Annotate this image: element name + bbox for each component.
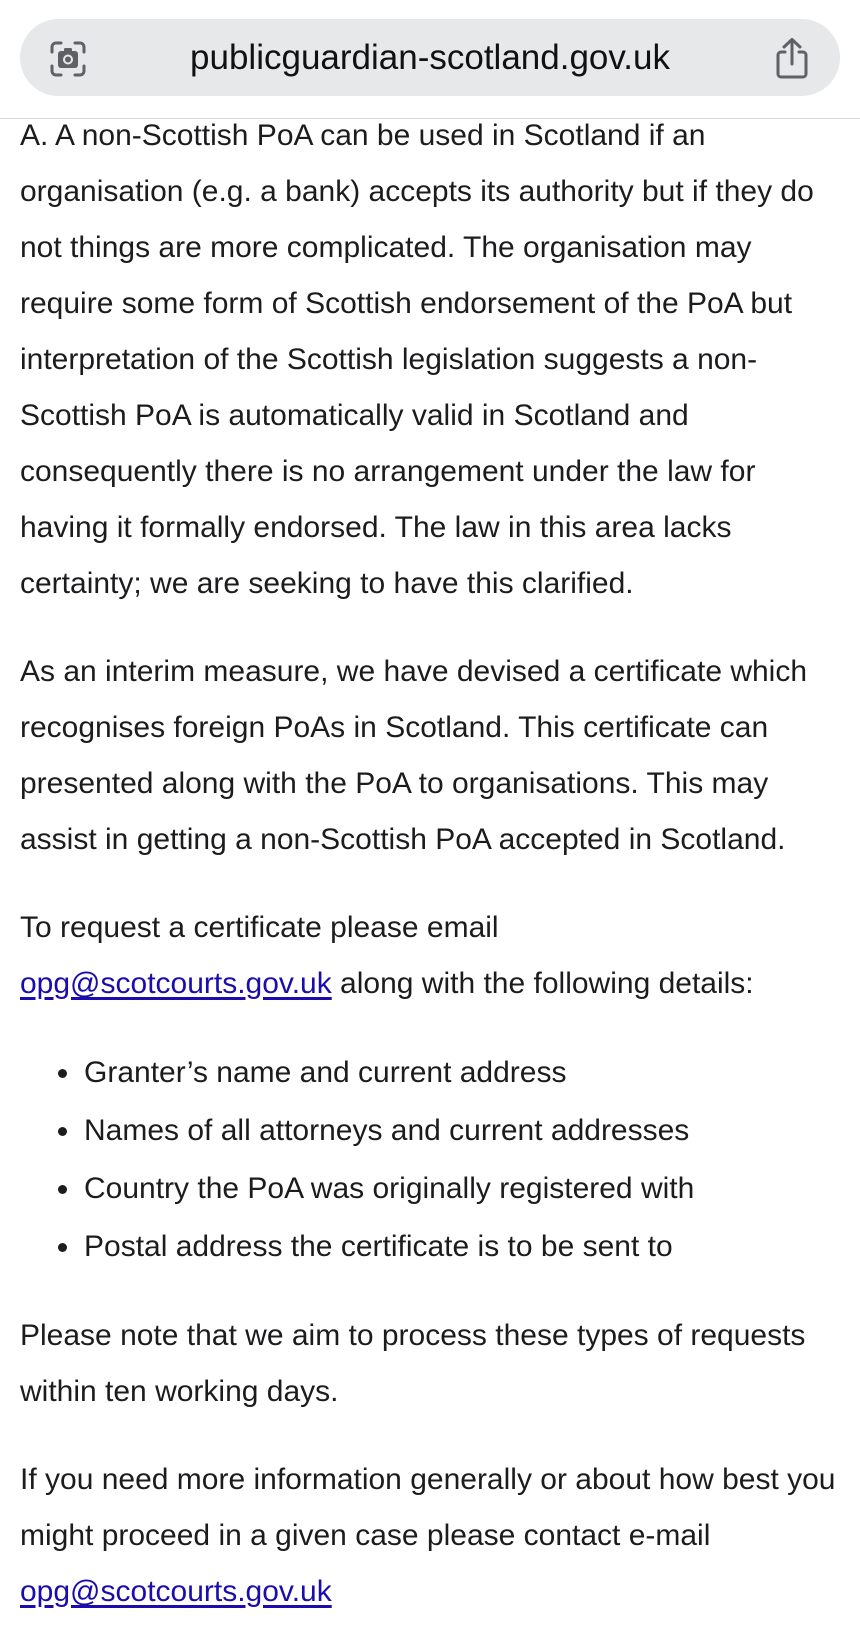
url-text[interactable]: publicguardian-scotland.gov.uk (190, 38, 670, 77)
browser-toolbar (0, 0, 860, 119)
list-item: • Granter’s name and current address (82, 1044, 848, 1102)
contact-email-link[interactable]: opg@scotcourts.gov.uk (20, 1575, 332, 1608)
email-link[interactable]: opg@scotcourts.gov.uk (20, 967, 332, 1000)
address-bar[interactable] (20, 19, 840, 96)
request-paragraph (20, 900, 848, 1012)
list-item: • Country the PoA was originally registered with (82, 1160, 848, 1218)
processing-note: Please note that we aim to process these types of requests within ten working days. (20, 1319, 806, 1408)
request-suffix: along with the following details: (331, 967, 754, 1000)
camera-lens-icon[interactable] (46, 37, 90, 81)
list-item: • Postal address the certificate is to be sent to (82, 1218, 848, 1276)
list-item: • Names of all attorneys and current addresses (82, 1102, 848, 1160)
article-body (20, 108, 848, 1652)
request-intro: To request a certificate please email (20, 911, 499, 944)
share-icon[interactable] (770, 36, 814, 80)
interim-measure-paragraph: As an interim measure, we have devised a certificate which recognises foreign PoAs in Scotland. This certificate can presented along with the PoA to organisations. This may assist in getting a non-Scottish PoA accepted in Scotland. (20, 655, 808, 856)
details-list (20, 1044, 848, 1276)
contact-paragraph (20, 1452, 848, 1620)
answer-paragraph: A. A non-Scottish PoA can be used in Scotland if an organisation (e.g. a bank) accepts its authority but if they do not things are more complicated. The organisation may require some form of Scottish endorsement of the PoA but interpretation of the Scottish legislation suggests a non-Scottish PoA is automatically valid in Scotland and consequently there is no arrangement under the law for having it formally endorsed. The law in this area lacks certainty; we are seeking to have this clarified. (20, 119, 814, 600)
contact-text: If you need more information generally or about how best you might proceed in a given case please contact e-mail (20, 1463, 836, 1552)
